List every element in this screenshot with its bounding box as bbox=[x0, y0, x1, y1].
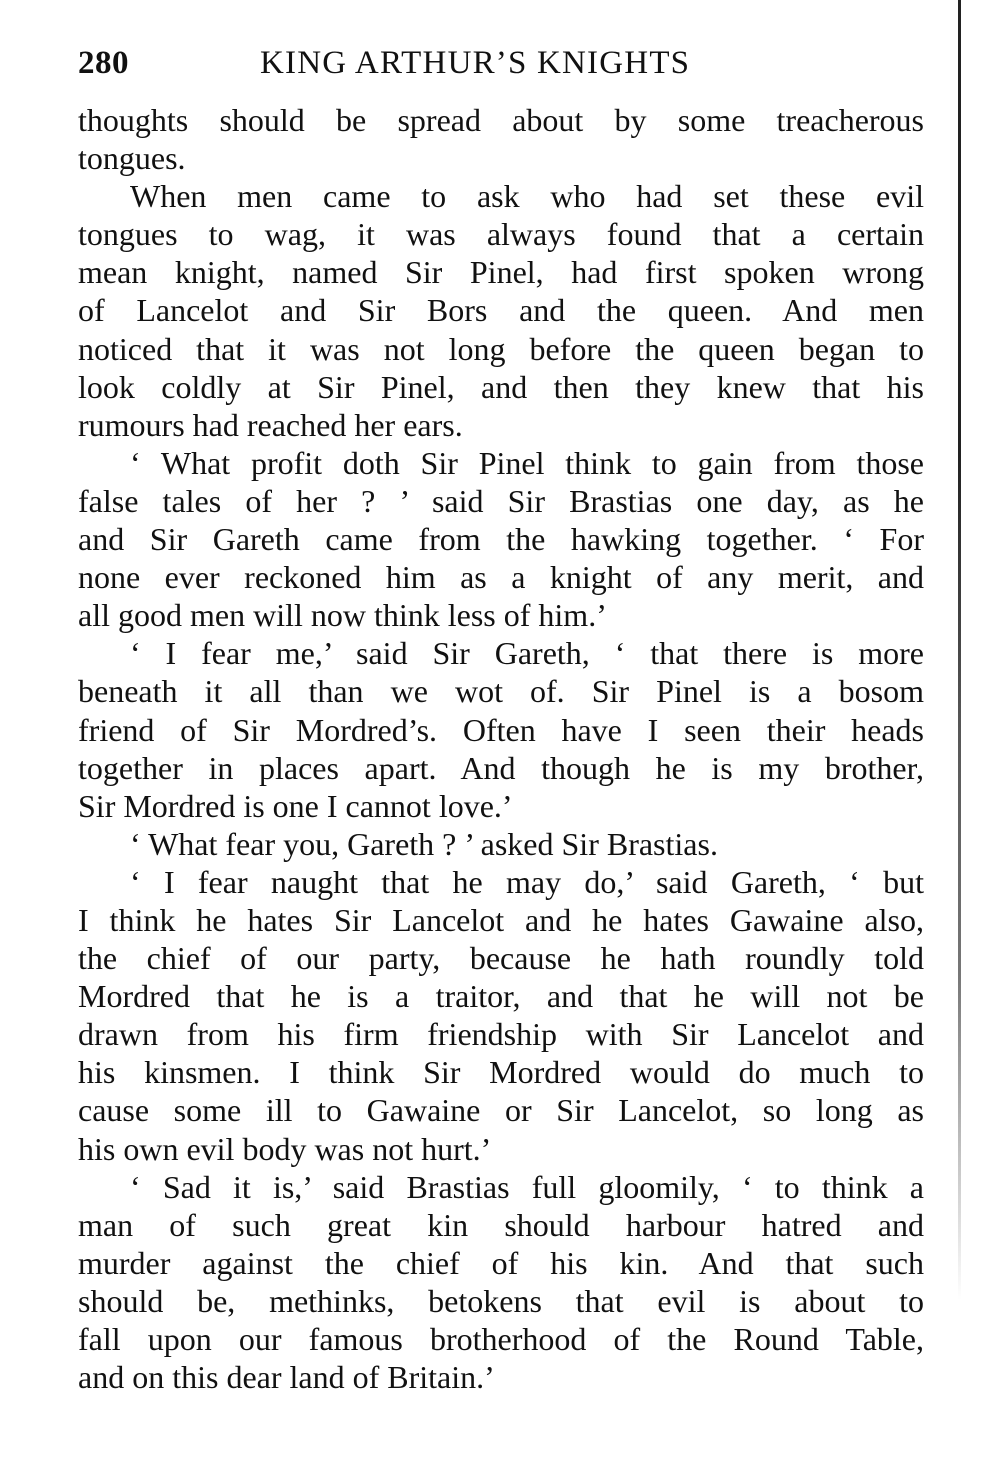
text-line: rumours had reached her ears. bbox=[78, 406, 463, 443]
text-line: drawn from his firm friendship with Sir Lancelot and bbox=[78, 1016, 924, 1053]
text-line: ‘ Sad it is,’ said Brastias full gloomily, ‘ to think a bbox=[130, 1168, 924, 1205]
text-line: tongues. bbox=[78, 140, 186, 177]
text-line: mean knight, named Sir Pinel, had first spoken wrong bbox=[78, 254, 924, 291]
text-line: cause some ill to Gawaine or Sir Lancelot, so long as bbox=[78, 1092, 924, 1129]
text-line: and Sir Gareth came from the hawking together. ‘ For bbox=[78, 521, 924, 558]
running-title: KING ARTHUR’S KNIGHTS bbox=[260, 45, 691, 81]
text-line: I think he hates Sir Lancelot and he hates Gawaine also, bbox=[78, 901, 924, 938]
text-line: ‘ What profit doth Sir Pinel think to gain from those bbox=[130, 444, 924, 481]
text-line: together in places apart. And though he is my brother, bbox=[78, 749, 924, 786]
body-text bbox=[78, 101, 924, 1396]
page-number: 280 bbox=[78, 45, 129, 81]
text-line: ‘ I fear naught that he may do,’ said Gareth, ‘ but bbox=[130, 863, 924, 900]
text-line: man of such great kin should harbour hatred and bbox=[78, 1206, 924, 1243]
text-line: thoughts should be spread about by some treacherous bbox=[78, 102, 924, 138]
text-line: Mordred that he is a traitor, and that he will not be bbox=[78, 978, 924, 1015]
text-line: friend of Sir Mordred’s. Often have I seen their heads bbox=[78, 711, 924, 748]
text-line: noticed that it was not long before the queen began to bbox=[78, 330, 924, 367]
text-line: ‘ I fear me,’ said Sir Gareth, ‘ that there is more bbox=[130, 635, 924, 672]
text-line: fall upon our famous brotherhood of the Round Table, bbox=[78, 1321, 924, 1357]
text-line: should be, methinks, betokens that evil is about to bbox=[78, 1282, 924, 1319]
text-line: ‘ What fear you, Gareth ? ’ asked Sir Brastias. bbox=[130, 825, 718, 862]
text-line: of Lancelot and Sir Bors and the queen. And men bbox=[78, 292, 924, 329]
text-line: the chief of our party, because he hath roundly told bbox=[78, 940, 924, 977]
text-line: look coldly at Sir Pinel, and then they knew that his bbox=[78, 368, 924, 405]
text-line: tongues to wag, it was always found that a certain bbox=[78, 216, 924, 253]
text-line: his own evil body was not hurt.’ bbox=[78, 1130, 492, 1167]
page-binding-edge bbox=[958, 0, 961, 1300]
text-line: When men came to ask who had set these evil bbox=[130, 178, 924, 215]
text-line: and on this dear land of Britain.’ bbox=[78, 1359, 495, 1396]
text-line: Sir Mordred is one I cannot love.’ bbox=[78, 787, 513, 824]
text-line: none ever reckoned him as a knight of any merit, and bbox=[78, 559, 924, 596]
text-line: murder against the chief of his kin. And that such bbox=[78, 1244, 924, 1281]
page-header bbox=[78, 38, 924, 88]
text-line: his kinsmen. I think Sir Mordred would do much to bbox=[78, 1054, 924, 1091]
text-line: beneath it all than we wot of. Sir Pinel is a bosom bbox=[78, 673, 924, 710]
text-line: all good men will now think less of him.’ bbox=[78, 597, 607, 634]
text-line: false tales of her ? ’ said Sir Brastias one day, as he bbox=[78, 482, 924, 519]
